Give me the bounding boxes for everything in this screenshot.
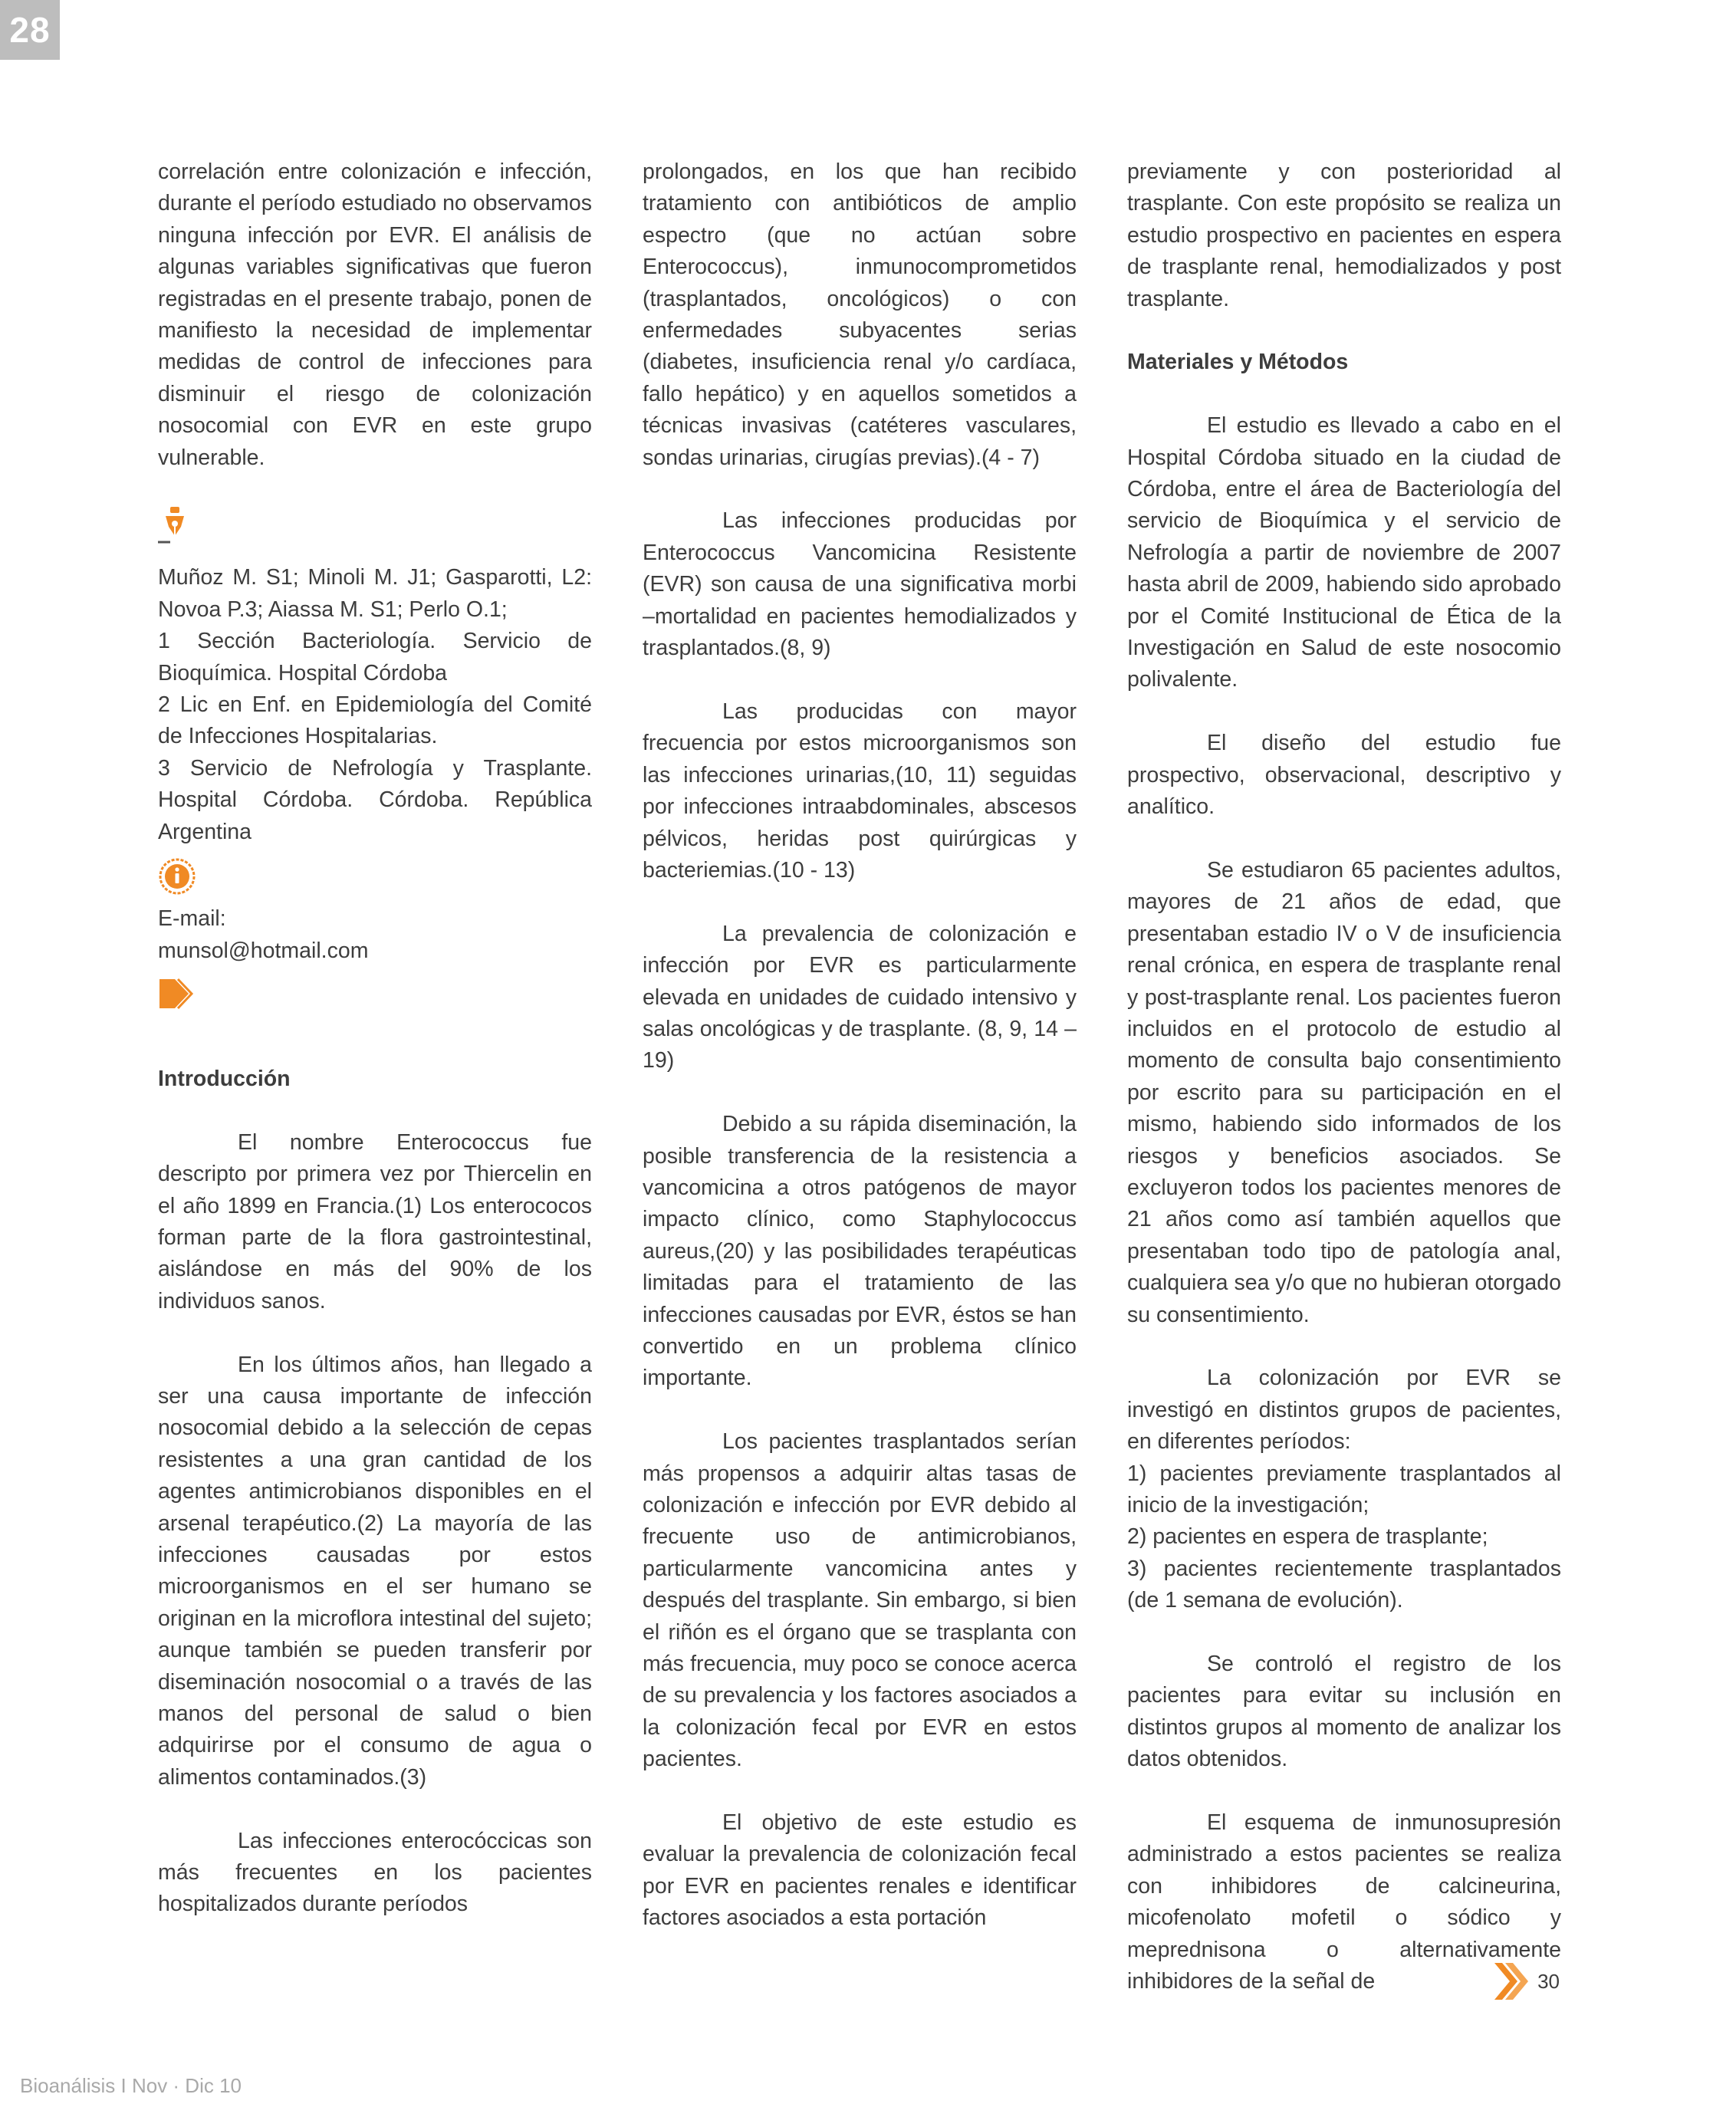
intro-paragraph-1: El nombre Enterococcus fue descripto por primera vez por Thiercelin en el año 1899 en Francia.(1) Los enterococos forman parte de la flora gastrointestinal, aislándose en más del 90% de los individuos sanos.: [158, 1129, 592, 1313]
list-item: 2) pacientes en espera de trasplante;: [1127, 1524, 1488, 1550]
heading-materiales-metodos: Materiales y Métodos: [1127, 350, 1349, 375]
page-number-text: 30: [1537, 1969, 1560, 1993]
affiliation-3: 3 Servicio de Nefrología y Trasplante. Hospital Córdoba. Córdoba. República Argentina: [158, 755, 592, 844]
col3-paragraph-0: previamente y con posterioridad al trasplante. Con este propósito se realiza un estudio prospectivo en pacientes en espera de trasplante renal, hemodializados y post trasplante.: [1127, 159, 1561, 311]
info-icon: [158, 857, 196, 896]
list-item: 3) pacientes recientemente trasplantados (de 1 semana de evolución).: [1127, 1556, 1561, 1613]
affiliation-2: 2 Lic en Enf. en Epidemiología del Comité de Infecciones Hospitalarias.: [158, 692, 592, 749]
intro-tail-paragraph: correlación entre colonización e infección, durante el período estudiado no observamos ninguna infección por EVR. El análisis de algunas variables significativas que fueron registradas en el presente trabajo, ponen de manifiesto la necesidad de implementar medidas de control de infecciones para disminuir el riesgo de colonización nosocomial con EVR en este grupo vulnerable.: [158, 159, 592, 470]
col2-paragraph-2: Las producidas con mayor frecuencia por estos microorganismos son las infecciones urinarias,(10, 11) seguidas por infecciones intraabdominales, abscesos pélvicos, heridas post quirúrgicas y bacteriemias.(10 - 13): [643, 699, 1077, 883]
methods-paragraph-3: Se estudiaron 65 pacientes adultos, mayores de 21 años de edad, que presentaban estadio IV o V de insuficiencia renal crónica, en espera de trasplante renal y post-trasplante renal. Los pacientes fueron incluidos en el protocolo de estudio al momento de consulta bajo consentimiento por escrito para su participación en el mismo, habiendo sido informados de los riesgos y beneficios asociados. Se excluyeron todos los pacientes menores de 21 años como así también aquellos que presentaban todo tipo de patología anal, cualquiera sea y/o que no hubieran otorgado su consentimiento.: [1127, 857, 1561, 1327]
email-value[interactable]: munsol@hotmail.com: [158, 938, 369, 963]
methods-paragraph-4: La colonización por EVR se investigó en distintos grupos de pacientes, en diferentes períodos:: [1127, 1366, 1561, 1455]
col2-paragraph-6: El objetivo de este estudio es evaluar la prevalencia de colonización fecal por EVR en pacientes renales e identificar factores asociados a esta portación: [643, 1810, 1077, 1931]
affiliation-1: 1 Sección Bacteriología. Servicio de Bioquímica. Hospital Córdoba: [158, 629, 592, 685]
column-1: [158, 156, 592, 1952]
methods-paragraph-1: El estudio es llevado a cabo en el Hospital Córdoba situado en la ciudad de Córdoba, entre el área de Bacteriología del servicio de Bioquímica y el servicio de Nefrología a partir de noviembre de 2007 hasta abril de 2009, habiendo sido aprobado por el Comité Institucional de Ética de la Investigación en Salud de este nosocomio polivalente.: [1127, 413, 1561, 692]
column-2: [643, 156, 1077, 1966]
authors: Muñoz M. S1; Minoli M. J1; Gasparotti, L2: Novoa P.3; Aiassa M. S1; Perlo O.1;: [158, 565, 592, 622]
intro-paragraph-2: En los últimos años, han llegado a ser una causa importante de infección nosocomial debido a la selección de cepas resistentes a una gran cantidad de los agentes antimicrobianos disponibles en el arsenal terapéutico.(2) La mayoría de las infecciones causadas por estos microorganismos en el ser humano se originan en la microflora intestinal del sujeto; aunque también se pueden transferir por diseminación nosocomial o a través de las manos del personal de salud o bien adquirirse por el consumo de agua o alimentos contaminados.(3): [158, 1352, 592, 1790]
arrow-right-icon: [158, 975, 196, 1013]
methods-paragraph-5: Se controló el registro de los pacientes para evitar su inclusión en distintos grupos al momento de analizar los datos obtenidos.: [1127, 1652, 1561, 1772]
email-label: E-mail:: [158, 906, 226, 932]
pen-nib-icon: [158, 505, 196, 551]
methods-paragraph-6: El esquema de inmunosupresión administrado a estos pacientes se realiza con inhibidores de calcineurina, micofenolato mofetil o sódico y meprednisona o alternativamente inhibidores de la señal de: [1127, 1810, 1561, 1994]
double-chevron-icon: [1491, 1961, 1530, 2001]
journal-footer: Bioanálisis I Nov · Dic 10: [20, 2074, 242, 2097]
heading-introduccion: Introducción: [158, 1066, 291, 1091]
col2-paragraph-3: La prevalencia de colonización e infección por EVR es particularmente elevada en unidades de cuidado intensivo y salas oncológicas y de trasplante. (8, 9, 14 – 19): [643, 921, 1077, 1073]
footer-page-number: [1491, 1961, 1560, 2001]
col2-paragraph-4: Debido a su rápida diseminación, la posible transferencia de la resistencia a vancomicina a otros patógenos de mayor impacto clínico, como Staphylococcus aureus,(20) y las posibilidades terapéuticas limitadas para el tratamiento de las infecciones causadas por EVR, éstos se han convertido en un problema clínico importante.: [643, 1112, 1077, 1391]
column-3: [1127, 156, 1561, 2030]
col2-paragraph-5: Los pacientes trasplantados serían más propensos a adquirir altas tasas de colonización e infección por EVR debido al frecuente uso de antimicrobianos, particularmente vancomicina antes y después del trasplante. Sin embargo, si bien el riñón es el órgano que se trasplanta con más frecuencia, muy poco se conoce acerca de su prevalencia y los factores asociados a la colonización fecal por EVR en estos pacientes.: [643, 1429, 1077, 1772]
intro-paragraph-3: Las infecciones enterocóccicas son más frecuentes en los pacientes hospitalizados durante períodos: [158, 1828, 592, 1917]
list-item: 1) pacientes previamente trasplantados al inicio de la investigación;: [1127, 1461, 1561, 1517]
col2-paragraph-0: prolongados, en los que han recibido tratamiento con antibióticos de amplio espectro (que no actúan sobre Enterococcus), inmunocomprometidos (trasplantados, oncológicos) o con enfermedades subyacentes serias (diabetes, insuficiencia renal y/o cardíaca, fallo hepático) y en aquellos sometidos a técnicas invasivas (catéteres vasculares, sondas urinarias, cirugías previas).(4 - 7): [643, 159, 1077, 470]
methods-paragraph-2: El diseño del estudio fue prospectivo, observacional, descriptivo y analítico.: [1127, 731, 1561, 820]
col2-paragraph-1: Las infecciones producidas por Enterococcus Vancomicina Resistente (EVR) son causa de una significativa morbi –mortalidad en pacientes hemodializados y trasplantados.(8, 9): [643, 508, 1077, 661]
page-number-badge: 28: [0, 0, 60, 60]
